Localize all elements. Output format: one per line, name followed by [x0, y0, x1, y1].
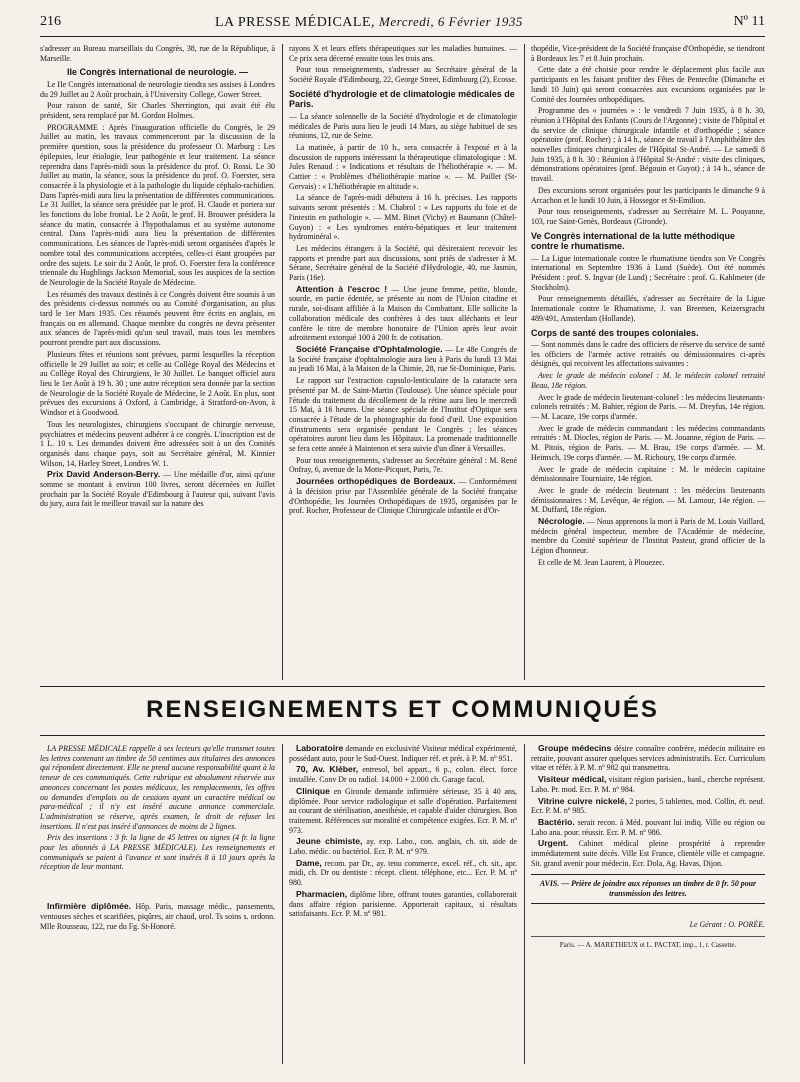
paragraph-text: — Nous apprenons la mort à Paris de M. Louis Vaillard, médecin général inspecteur, membre de l'Académie de médecine, membre du Comité supérieur de l'Institut Pasteur, grand officier de la Légion d'honneur. — [531, 517, 765, 556]
paragraph: PROGRAMME : Après l'inauguration officielle du Congrès, le 29 Juillet au matin, les travaux commenceront par la discussion de la première question, sous la présidence du professeur O. Marburg : Les épilepsies, leur étiologie, leur pathogénie et leur traitement. La séance reprendra dans l'après-midi sous la présidence du prof. O. Rossi. Le 30 Juillet au matin, la séance, sous la présidence du prof. O. Foerster, sera consacrée à la physiologie et à la pathologie du liquide céphalo-rachidien. Dans l'après-midi aura lieu la présentation de différentes communications. Le 31 Juillet, la séance sera présidée par le prof. H. Claude et portera sur les fonctions du lobe frontal. Le 2 Août, le prof. H. Brouwer présidera la séance du matin, consacrée à l'hypothalamus et au système autonome central. Dans l'après-midi aura lieu la présentation de différentes communications. Les séances de l'après-midi seront organisées d'après le nombre total des communications acceptées, celles-ci étant groupées par ordre des sujets. Le soir du 2 Août, le prof. O. Foerster fera la conférence triennale du Hughlings Jackson Memorial, sous les auspices de la section de Neurologie de la Société Royale de Médecine. — [40, 122, 275, 287]
paragraph: Les médecins étrangers à la Société, qui désireraient recevoir les rapports et prendre part aux discussions, sont priés de s'adresser à M. Sérane, Secrétaire général de la Société d'Hydrologie, 40, rue Jasmin, Paris (16e). — [289, 243, 517, 283]
publication-title — [215, 14, 523, 31]
section-heading: Corps de santé des troupes coloniales. — [531, 327, 699, 338]
paragraph: Pour tous renseignements, s'adresser au Secrétaire M. L. Pouyanne, 103, rue Saint-Genès, Bordeaux (Gironde). — [531, 207, 765, 226]
ad-text: 2 portes, 5 tablettes, mod. Collin, ét. neuf. Ecr. P. M. nº 985. — [531, 796, 765, 816]
ad-heading: Groupe médecins — [538, 744, 612, 753]
section-rule — [40, 735, 765, 736]
paragraph: Pour tous renseignements, s'adresser au Secrétaire général : M. René Onfray, 6, avenue de la Motte-Picquet, Paris, 7e. — [289, 455, 517, 475]
paragraph: Avec le grade de médecin lieutenant-colonel : les médecins lieutenants-colonels retraités : M. Bahier, région de Paris. — M. Dreyfus, 14e région. — M. Lacaze, 19e corps d'armée. — [531, 392, 765, 421]
ad-text: Cabinet médical pleine prospérité à reprendre immédiatement suite décès. Ville Est France, clientèle ville et campagne. Sit. grand avenir pour médecin. Ecr. Dola, Ag. Havas, Dijon. — [531, 839, 765, 868]
column-divider — [524, 44, 525, 680]
column-2 — [289, 44, 517, 680]
paragraph: — La séance solennelle de la Société d'hydrologie et de climatologie médicales de Paris aura lieu le jeudi 14 Mars, au siège habituel de ses réunions, 12, rue de Seine. — [289, 111, 517, 141]
paragraph: Avec le grade de médecin capitaine : M. le médecin capitaine démissionnaire Tourniaire, 14e région. — [531, 464, 765, 484]
ad-text: visitant région parisien., banl., cherche représent. Labo. Pr. mod. Ecr. P. M. nº 984. — [531, 775, 765, 794]
column-divider — [282, 44, 283, 680]
section-heading: Journées orthopédiques de Bordeaux. — [296, 476, 456, 487]
ad-heading: 70, Av. Kléber, — [296, 764, 359, 775]
section-heading: Société Française d'Ophtalmologie. — [296, 343, 443, 354]
ad-heading: Laboratoire — [296, 744, 344, 753]
gerant-signature: Le Gérant : O. PORÉE. — [689, 919, 765, 929]
ad-text: en Gironde demande infirmière sérieuse, 35 à 40 ans, diplômée. Pour service radiologique et salle d'opération. Parfaitement au courant de stérilisation, anesthésie, et capable d'aider chirurgien. Bon traitement. Références sur moralité et compétence exigées. Ecr. P. M. nº 973. — [289, 786, 517, 835]
page-header — [40, 12, 765, 37]
paragraph: Le IIe Congrès international de neurologie tiendra ses assises à Londres du 29 Juillet au 2 Août prochain, à l'University College, Gower Street. — [40, 79, 275, 99]
paragraph: Tous les neurologistes, chirurgiens s'occupant de chirurgie nerveuse, psychiatres et médecins peuvent adhérer à ce congrès. L'inscription est de 1 L. 10 s. Les demandes doivent être adressées soit à un des Comités organisés dans chaque pays, soit au Secrétaire général, M. Kinnier Wilson, 14, Harley Street, Londres W. 1. — [40, 419, 275, 468]
issue-number: Nº 11 — [733, 14, 765, 29]
section-rule — [40, 686, 765, 687]
paragraph: Le rapport sur l'extraction capsulo-lenticulaire de la cataracte sera présenté par M. de Saint-Martin (Toulouse). Une séance spéciale pour l'étude du traitement du décollement de la rétine aura lieu le mercredi 15 Mai, à 16 heures. Une séance spéciale de l'Institut d'Optique sera consacrée à l'étude de la photographie du fond d'œil. Une exposition d'instruments sera organisée pendant le Congrès ; les séances opératoires auront lieu dans les Hôpitaux. La promenade traditionnelle se fera cette année à Maintenon et sera suivie d'un dîner à Versailles. — [289, 376, 517, 454]
section-heading: Ve Congrès international de la lutte méthodique contre le rhumatisme. — [531, 230, 736, 252]
column-1 — [40, 44, 275, 680]
avis-notice: AVIS. — Prière de joindre aux réponses un timbre de 0 fr. 50 pour transmission des lettres. — [531, 874, 765, 903]
paragraph: Avec le grade de médecin colonel : M. le médecin colonel retraité Beau, 18e région. — [531, 371, 765, 390]
paragraph: thopédie, Vice-président de la Société française d'Orthopédie, se tiendront à Bordeaux les 7 et 8 Juin prochain. — [531, 44, 765, 63]
ad-text: Hôp. Paris, massage médic., pansements, ventouses sèches et scarifiées, piqûres, air chaud, urol. Ts soins s. ordonn. Mlle Rousseau, 122, rue du Fg. St-Honoré. — [40, 902, 275, 931]
paragraph-text: — Une médaille d'or, ainsi qu'une somme se montant à environ 100 livres, seront décernées en Juillet prochain par la Société Royale d'Edimbourg à l'auteur qui, suivant l'avis du jury, aura fait le meilleur travail sur la nature des — [40, 470, 275, 509]
page-number: 216 — [40, 14, 61, 29]
paragraph: Pour renseignements détaillés, s'adresser au Secrétaire de la Ligue Internationale contre le Rhumatisme, J. van Breemen, Keizersgracht 489/491, Amsterdam (Hollande). — [531, 294, 765, 323]
classifieds-column-1 — [40, 744, 275, 1074]
section-heading: Attention à l'escroc ! — [296, 283, 388, 294]
ad-text: ay. exp. Labo., con. anglais, ch. sit. aide de Labo. médic. ou bactériol. Ecr. P. M. nº 979. — [289, 837, 517, 857]
ad-text: serait recon. à Méd. pouvant lui indiq. Ville ou région ou Labo ana. pour. réussir. Ecr. P. M. nº 986. — [531, 817, 765, 837]
classifieds-column-2 — [289, 744, 517, 1074]
paragraph: Pour tous renseignements, s'adresser au Secrétaire général de la Société Royale d'Edimbourg, 22, George Street, Edimbourg (2), Ecosse. — [289, 65, 517, 85]
ad-heading: Vitrine cuivre nickelé, — [538, 795, 628, 806]
ad-text: diplôme libre, offrant toutes garanties, collaborerait dans affaire région parisienne. Apporterait capitaux, si résultats satisfaisants. Ecr. P. M. nº 981. — [289, 889, 517, 919]
paragraph: Et celle de M. Jean Laurent, à Plouezec. — [538, 557, 665, 567]
column-3 — [531, 44, 765, 680]
paragraph: Avec le grade de médecin commandant : les médecins commandants retraités : M. Diocles, région de Paris. — M. Jouanne, région de Paris. — M. Pitois, région de Paris. — M. Brau, 19e corps d'armée. — M. Heimsch, 19e corps d'armée. — M. Richoury, 19e corps d'armée. — [531, 423, 765, 462]
section-heading: Nécrologie. — [538, 516, 585, 527]
section-heading: IIe Congrès international de neurologie. — — [66, 67, 249, 78]
paragraph-text: — Une jeune femme, petite, blonde, sourde, en partie édentée, se présente au nom de l'Union citadine et rurale, soi-disant affiliée à la Maison du Combattant. Elle sollicite la collaboration médicale des confrères à des taux alléchants et leur confère le titre de membre honoraire de l'Union après leur avoir adroitement extorqué 100 à 200 fr. de cotisation. — [289, 284, 517, 343]
notice-paragraph: Prix des insertions : 3 fr. la ligne de 45 lettres ou signes (4 fr. la ligne pour les abonnés à LA PRESSE MÉDICALE). Les renseignements et communiqués se paient à l'avance et sont insérés 8 à 10 jours après la réception de leur montant. — [40, 833, 275, 872]
section-heading: Société d'hydrologie et de climatologie médicales de Paris. — [289, 88, 515, 110]
paragraph: — Sont nommés dans le cadre des officiers de réserve du service de santé les officiers de l'armée active retraités ou démissionnaires ci-après désignés, qui recoivent les affectations suivantes : — [531, 340, 765, 369]
ad-heading: Infirmière diplômée. — [47, 901, 132, 912]
paragraph: Avec le grade de médecin lieutenant : les médecins lieutenants démissionnaires : M. Levêque, 4e région. — M. Lamour, 14e région. — M. Duffard, 18e région. — [531, 485, 765, 515]
classifieds-column-3 — [531, 744, 765, 1074]
ad-heading: Dame, — [296, 857, 322, 868]
paragraph: La séance de l'après-midi débutera à 16 h. précises. Les rapports suivants seront présentés : M. Chabrol : « Les rapports du foie et de l'intestin en pathologie ». — MM. Binet (Vichy) et Baumann (Châtel-Guyon) : « Les syndromes entéro-hépatiques et leur traitement hydrominéral ». — [289, 193, 517, 242]
ad-heading: Bactério. — [538, 816, 575, 827]
paragraph: Les résumés des travaux destinés à ce Congrès doivent être soumis à un des présidents ci-dessus nommés ou au Comité d'organisation, au plus tard le 1er Mars 1935. Ces résumés peuvent être écrits en anglais, en français ou en allemand. Chaque membre du congrès ne devra présenter aux séances de l'après-midi qu'un seul travail, mais tous les membres pourront prendre part aux discussions. — [40, 289, 275, 348]
column-divider — [282, 744, 283, 1064]
paragraph-text: — Conformément à la décision prise par l'Assemblée générale de la Société française d'Orthopédie, les Journées Orthopédiques de 1935, organisées par le prof. Rocher, Professeur de Clinique Chirurgicale infantile et d'Or- — [289, 477, 517, 516]
ad-heading: Clinique — [296, 785, 330, 796]
column-divider — [524, 744, 525, 1064]
paragraph-text: — Le 48e Congrès de la Société française d'ophtalmologie aura lieu à Paris du lundi 13 Mai au jeudi 16 Mai, à la Maison de la Chimie, 28, rue St-Dominique, Paris. — [289, 344, 517, 374]
paragraph: Pour raison de santé, Sir Charles Sherrington, qui avait été élu président, sera remplacé par M. Gordon Holmes. — [40, 101, 275, 121]
ad-text: recom. par Dr., ay. tenu commerce, excel. réf., ch. sit., apr. midi, ch. Dr ou dentiste : récept. client. téléphone, etc... Ecr. P. M. nº 980. — [289, 858, 517, 888]
publication-name: LA PRESSE MÉDICALE, — [215, 15, 376, 30]
issue-date: Mercredi, 6 Février 1935 — [379, 14, 523, 29]
ad-text: demande en exclusivité Visiteur médical expérimenté, possédant auto, pour le Sud-Ouest. Indiquer réf. et prét. à P. M. nº 951. — [289, 744, 517, 763]
ad-text: entresol, bel appart., 6 p., colon. élect. force installée. Conv Dr ou radiol. 14.000 + 2.000 ch. Garage facul. — [289, 765, 517, 785]
section-banner: RENSEIGNEMENTS ET COMMUNIQUÉS — [146, 696, 659, 723]
paragraph: — La Ligue internationale contre le rhumatisme tiendra son Ve Congrès international en Septembre 1936 à Lund (Suède). Ont été nommés Président : prof. S. Ingvar (de Lund) ; Secrétaire : prof. G. Kahlmeter (de Stockholm). — [531, 253, 765, 292]
paragraph: La matinée, à partir de 10 h., sera consacrée à l'exposé et à la discussion de rapports intéressant la thérapeutique climatologique : M. Jules Renaud : « Indications et résultats de l'héliothérapie ». — M. Cattier : « Problèmes d'héliothérapie marine ». — M. Paillet (St-Gervais) : « L'héliothérapie en altitude ». — [289, 142, 517, 191]
paragraph: s'adresser au Bureau marseillais du Congrès, 38, rue de la République, à Marseille. — [40, 44, 275, 63]
ad-heading: Pharmacien, — [296, 888, 348, 899]
paragraph: Des excursions seront organisées pour les participants le dimanche 9 à Arcachon et le lundi 10 Juin, à Hossegor et St-Emilion. — [531, 185, 765, 205]
ad-heading: Urgent. — [538, 838, 569, 849]
paragraph: Programme des « journées » : le vendredi 7 Juin 1935, à 8 h. 30, réunion à l'Hôpital des Enfants (Cours de l'Argonne) ; visite de l'hôpital et du service de clinique chirurgicale infantile et d'orthopédie ; séance opératoire (prof. Rocher) ; à 14 h., séance de travail à l'Amphithéâtre des nouvelles cliniques chirurgicales de l'Hôpital St-André. — Le samedi 8 Juin 1935, à 8 h. 30 : Réunion à l'Hôpital St-André : visite des cliniques, démonstrations opératoires (prof. Bégouin et Guyot) ; à 14 h., séance de travail. — [531, 106, 765, 184]
section-heading: Prix David Anderson-Berry. — [47, 469, 161, 480]
paragraph: Plusieurs fêtes et réunions sont prévues, parmi lesquelles la réception officielle le 29 Juillet au soir; et celle au Collège Royal des Médecins et au Collège Royal des Chirurgiens, le 30 Juillet. Le banquet officiel aura lieu le 1er Août à 19 h. 30 ; une autre réception sera donnée par la section de Neurologie de la Société Royale de Médecine, le 2 Août. En plus, sont prévues des excursions à Oxford, à Cambridge, à Stratford-on-Avon, à Windsor et à Goodwood. — [40, 349, 275, 418]
ad-heading: Jeune chimiste, — [296, 836, 363, 847]
notice-paragraph: LA PRESSE MÉDICALE rappelle à ses lecteurs qu'elle transmet toutes les lettres contenant un timbre de 50 centimes aux titulaires des annonces qui répondent directement. Elle ne prend aucune responsabilité quant à la teneur de ces communiqués. Cette rubrique est absolument réservée aux annonces concernant les postes médicaux, les remplacements, les offres ou demandes d'emplois ou de cessions ayant un caractère médical ou para-médical ; il n'y est inséré aucune annonce commerciale. L'administration se réserve, après examen, le droit de refuser les insertions. Il n'est pas inséré d'annonces de moins de 2 lignes. — [40, 744, 275, 831]
paragraph: rayons X et leurs effets thérapeutiques sur les maladies humaines. — Ce prix sera décerné ensuite tous les trois ans. — [289, 44, 517, 63]
ad-text: désire connaître confrère, médecin militaire en retraite, pouvant assurer quelques services administratifs. Ecr. Curriculum vitae et référ. à P. M. nº 982 qui transmettra. — [531, 744, 765, 773]
printer-line: Paris. — A. MARETHEUX et L. PACTAT, imp., 1, r. Cassette. — [531, 936, 765, 951]
ad-heading: Visiteur médical, — [538, 774, 607, 785]
paragraph: Cette date a été choisie pour rendre le déplacement plus facile aux participants en les faisant profiter des Fêtes de Pentecôte (Dimanche et lundi 10 Juin) qui seront consacrées aux excursions organisées par le Comité des Journées orthopédiques. — [531, 65, 765, 104]
